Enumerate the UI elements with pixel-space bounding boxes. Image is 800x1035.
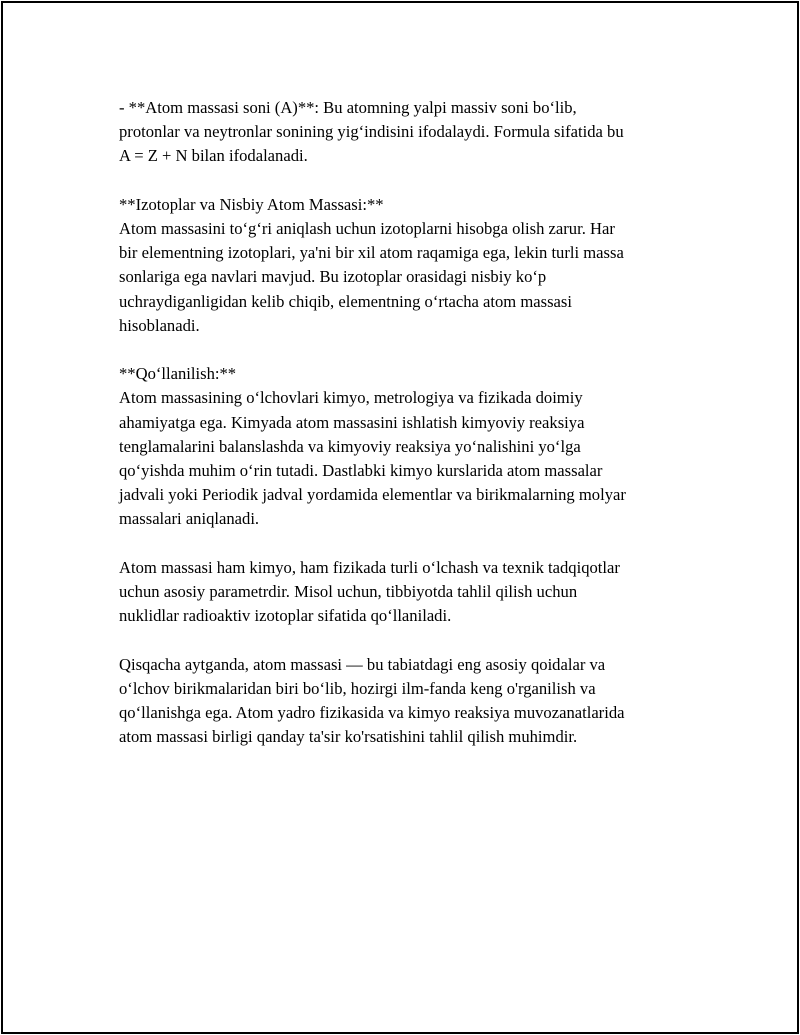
text-line: qo‘yishda muhim o‘rin tutadi. Dastlabki kimyo kurslarida atom massalar — [119, 461, 603, 481]
text-line: uchraydiganligidan kelib chiqib, elementning o‘rtacha atom massasi — [119, 291, 572, 311]
text-line: sonlariga ega navlari mavjud. Bu izotoplar orasidagi nisbiy ko‘p — [119, 267, 547, 287]
document-page — [1, 1, 799, 1034]
text-line: hisoblanadi. — [119, 315, 200, 335]
text-line: uchun asosiy parametrdir. Misol uchun, tibbiyotda tahlil qilish uchun — [119, 582, 578, 602]
text-line: A = Z + N bilan ifodalanadi. — [119, 146, 308, 166]
paragraph-applications — [119, 362, 719, 531]
text-line: bir elementning izotoplari, ya'ni bir xil atom raqamiga ega, lekin turli massa — [119, 243, 624, 263]
text-line: Atom massasining o‘lchovlari kimyo, metrologiya va fizikada doimiy — [119, 388, 583, 408]
text-line: atom massasi birligi qanday ta'sir ko'rsatishini tahlil qilish muhimdir. — [119, 727, 578, 747]
text-line: ahamiyatga ega. Kimyada atom massasini ishlatish kimyoviy reaksiya — [119, 412, 585, 432]
text-line: - **Atom massasi soni (A)**: Bu atomning yalpi massiv soni bo‘lib, — [119, 98, 577, 117]
text-line: tenglamalarini balanslashda va kimyoviy reaksiya yo‘nalishini yo‘lga — [119, 436, 581, 456]
paragraph-physics-usage — [119, 556, 719, 629]
document-body — [119, 96, 719, 774]
paragraph-summary — [119, 653, 719, 750]
text-line: o‘lchov birikmalaridan biri bo‘lib, hozirgi ilm-fanda keng o'rganilish va — [119, 678, 596, 698]
text-line: Atom massasi ham kimyo, ham fizikada turli o‘lchash va texnik tadqiqotlar — [119, 557, 620, 577]
text-line: Qisqacha aytganda, atom massasi — bu tabiatdagi eng asosiy qoidalar va — [119, 654, 606, 674]
section-heading-applications: **Qo‘llanilish:** — [119, 364, 237, 384]
text-line: Atom massasini to‘g‘ri aniqlash uchun izotoplarni hisobga olish zarur. Har — [119, 219, 615, 238]
text-line: massalari aniqlanadi. — [119, 509, 260, 529]
paragraph-isotopes — [119, 193, 719, 338]
text-line: jadvali yoki Periodik jadval yordamida elementlar va birikmalarning molyar — [119, 485, 626, 505]
text-line: qo‘llanishga ega. Atom yadro fizikasida va kimyo reaksiya muvozanatlarida — [119, 703, 625, 723]
text-line: nuklidlar radioaktiv izotoplar sifatida qo‘llaniladi. — [119, 606, 452, 626]
section-heading-isotopes: **Izotoplar va Nisbiy Atom Massasi:** — [119, 194, 384, 214]
paragraph-atom-mass-number — [119, 96, 719, 169]
text-line: protonlar va neytronlar sonining yig‘indisini ifodalaydi. Formula sifatida bu — [119, 122, 624, 142]
